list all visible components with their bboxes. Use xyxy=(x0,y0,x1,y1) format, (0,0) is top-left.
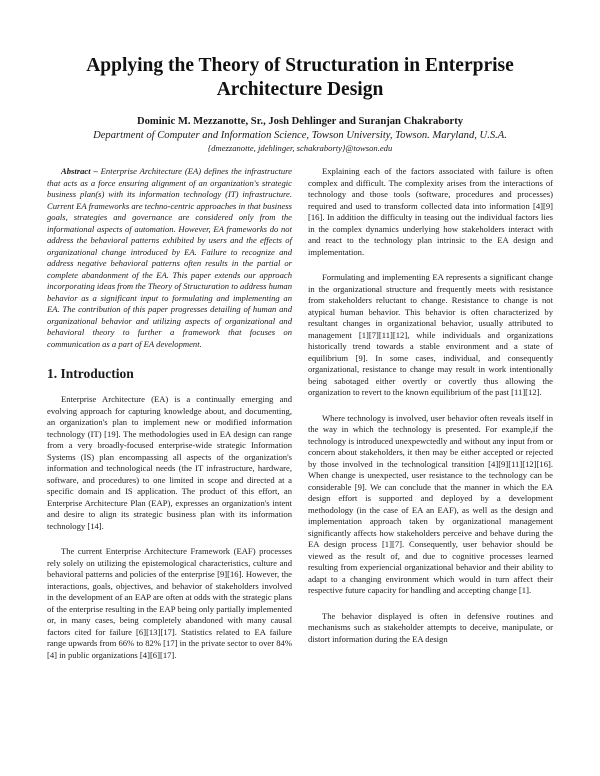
section-heading-introduction: 1. Introduction xyxy=(47,366,134,381)
paragraph: Explaining each of the factors associated with failure is often complex and difficult. The complexity arises from the interactions of technology and those tools (software, procedures and processes) required and used to transform collected data into information [4][9][16]. In addition the difficulty in teasing out the individual factors lies in the complex dynamics underlying how stakeholders interact with and react to the technology plan intrinsic to the EA design and implementation. xyxy=(308,166,553,257)
author-emails: {dmezzanotte, jdehlinger, schakraborty}@towson.edu xyxy=(207,143,393,153)
two-column-body xyxy=(47,166,553,675)
abstract-label: Abstract – xyxy=(61,166,98,176)
paragraph: Formulating and implementing EA represents a significant change in the organizational structure and frequently meets with resistance from stakeholders reluctant to change. Resistance to change is not atypical human behavior. This behavior is often characterized by resultant changes in organizational behavior, usually attributed to management [1][7][11][12], while individuals and organizations historically trend towards a stable environment and a state of equilibrium [9]. In some cases, individual, and consequently organizational, resistance to change may result in work intentionally being sabotaged either overtly or covertly thus allowing the organization to revert to the known equilibrium of the past [11][12]. xyxy=(308,272,553,397)
paragraph: The current Enterprise Architecture Framework (EAF) processes rely solely on utilizing the epistemological characteristics, culture and behavioral patterns and policies of the enterprise [9][16]. However, the interactions, goals, objectives, and behavior of stakeholders involved in the development of an EAP are often at odds with the strategic plans of the enterprise resulting in the EAP being only partially implemented or, in many cases, being completely abandoned with many causal factors cited for failure [6][13][17]. Statistics related to EA failure range upwards from 66% to 82% [17] in the private sector to over 84% [4] in public organizations [4][6][17]. xyxy=(47,546,292,660)
affiliation: Department of Computer and Information Science, Towson University, Towson. Maryland, U.S.A. xyxy=(93,130,507,141)
abstract xyxy=(47,166,292,350)
title-line-1: Applying the Theory of Structuration in Enterprise xyxy=(86,55,514,76)
paper-title xyxy=(47,54,553,102)
paragraph: Enterprise Architecture (EA) is a continually emerging and evolving approach for capturing knowledge about, and documenting, an organization's plan to implement new or modified information technology (IT) [19]. The methodologies used in EA design can range from a very broadly-focused enterprise-wide strategic Information Systems (IS) plan encompassing all aspects of the organization's information and technological needs (the IT infrastructure, hardware, software, and procedures) to one limited in scope and directed at a specific domain and IS application. The product of this effort, an Enterprise Architecture Plan (EAP), expresses an organization's intent and desire to align its strategic business plan with its information technology [14]. xyxy=(47,394,292,531)
authors: Dominic M. Mezzanotte, Sr., Josh Dehlinger and Suranjan Chakraborty xyxy=(136,116,464,127)
paragraph: The behavior displayed is often in defensive routines and mechanisms such as stakeholder attempts to deceive, manipulate, or distort information during the EA design xyxy=(308,610,553,644)
paragraph: Where technology is involved, user behavior often reveals itself in the way in which the technology is presented. For example,if the technology is introduced unexpewctedly and without any input from or concern about stakeholders, it then may be either accepted or rejected by those involved in the technological transition [4][9][11][12][16]. When change is unexpected, user resistance to the technology can be considerable [9]. We can conclude that the manner in which the EA design effort is supported and deployed by a development methodology (in the case of EA an EAF), as well as the design and implementation approach taken by organizational management significantly affects how stakeholders perceive and behave during the EA design process [1][7]. Consequently, user behavior should be viewed as the result of, and due to cognitive processes learned resulting from experiencial organizational behavior and their ability to adapt to a changing environment which would in turn affect their respective future capacity for handling and accepting change [1]. xyxy=(308,412,553,595)
abstract-text: Enterprise Architecture (EA) defines the infrastructure that acts as a force ensuring alignment of an organization's strategic business plan(s) with its information technology (IT) infrastructure. Current EA frameworks are techno-centric approaches in that business goals, strategies and governance are considered only from the informational aspects of automation. However, EA frameworks do not address the behavioral patterns exhibited by users and the effects of organizational change introduced by EA. Failure to recognize and address negative behavioral patterns often results in the partial or complete abandonment of the EA. This paper extends our approach incorporating ideas from the Theory of Structuration to address human behavior as a significant input to formulating and implementing an EA. The contribution of this paper progresses detailing of human and organizational behavior and utilizing aspects of organizational and behavioral theory to further a framework that focuses on communication as a part of EA development. xyxy=(47,166,292,349)
title-line-2: Architecture Design xyxy=(216,79,384,100)
right-column xyxy=(308,166,553,675)
left-column xyxy=(47,166,292,675)
